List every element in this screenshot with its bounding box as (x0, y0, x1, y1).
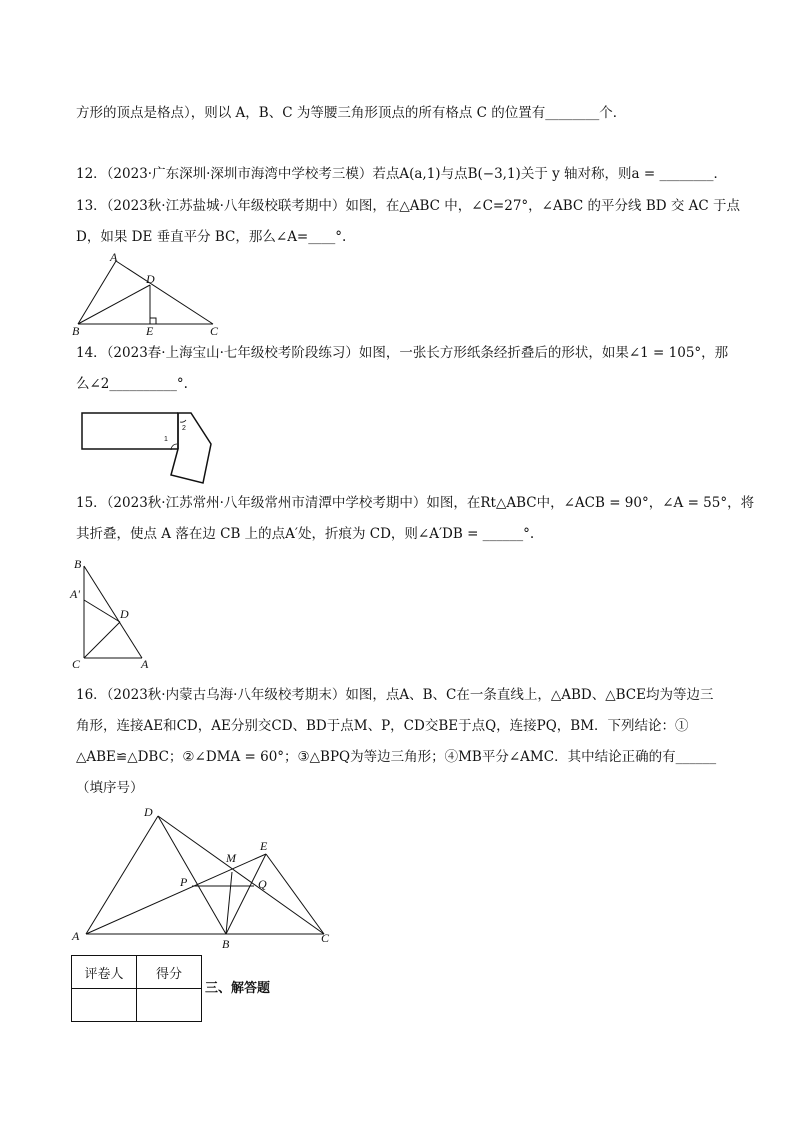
q13-label-e: E (146, 324, 154, 336)
q16-label-d: D (144, 805, 153, 819)
q14-line1: 14．（2023春·上海宝山·七年级校考阶段练习）如图，一张长方形纸条经折叠后的形状，如果∠1 = 105°，那 (76, 345, 729, 361)
q16-line1: 16．（2023秋·内蒙古乌海·八年级校考期末）如图，点A、B、C在一条直线上，△ABD、△BCE均为等边三 (76, 687, 714, 703)
q15-triangle-figure (68, 552, 168, 670)
q15-label-d: D (120, 607, 129, 621)
grader-header: 评卷人 (72, 956, 137, 989)
q15-label-b: B (74, 557, 82, 571)
score-header: 得分 (137, 956, 202, 989)
q12-text: 12．（2023·广东深圳·深圳市海湾中学校考三模）若点A(a,1)与点B(−3,1)关于 y 轴对称，则a = ________． (76, 166, 727, 182)
q16-label-q: Q (258, 877, 267, 891)
q16-label-b: B (222, 937, 230, 951)
q14-angle-1-label: 1 (164, 436, 168, 443)
q16-line2: 角形，连接AE和CD，AE分别交CD、BD于点M、P，CD交BE于点Q，连接PQ，BM．下列结论：① (76, 718, 689, 734)
q15-label-a-prime: A' (70, 587, 80, 601)
q16-label-m: M (226, 851, 236, 865)
q16-label-e: E (260, 839, 268, 853)
q14-folded-strip-figure (78, 408, 218, 484)
q15-label-a: A (141, 657, 149, 670)
q16-line4: （填序号） (76, 780, 144, 796)
grader-table (71, 955, 202, 1022)
q14-angle-2-label: 2 (182, 425, 186, 432)
score-cell[interactable] (137, 989, 202, 1022)
q13-line2: D，如果 DE 垂直平分 BC，那么∠A=____°. (76, 229, 347, 245)
q16-label-a: A (72, 929, 80, 943)
q16-label-c: C (321, 931, 330, 945)
q16-line3: △ABE≌△DBC；②∠DMA = 60°；③△BPQ为等边三角形；④MB平分∠AMC．其中结论正确的有______ (76, 749, 717, 765)
q13-label-d: D (146, 272, 155, 286)
section-title: 三、解答题 (205, 980, 271, 995)
q13-label-a: A (110, 252, 118, 264)
q16-label-p: P (180, 875, 188, 889)
q14-line2: 么∠2__________°. (76, 376, 188, 392)
q13-label-b: B (72, 324, 80, 336)
q11-tail-text: 方形的顶点是格点），则以 A，B、C 为等腰三角形顶点的所有格点 C 的位置有________个． (76, 105, 627, 121)
grader-cell[interactable] (72, 989, 137, 1022)
q15-line1: 15．（2023秋·江苏常州·八年级常州市清潭中学校考期中）如图，在Rt△ABC中，∠ACB = 90°，∠A = 55°，将 (76, 495, 755, 511)
q13-line1: 13．（2023秋·江苏盐城·八年级校联考期中）如图，在△ABC 中，∠C=27°，∠ABC 的平分线 BD 交 AC 于点 (76, 198, 741, 214)
q15-label-c: C (72, 657, 81, 670)
q15-line2: 其折叠，使点 A 落在边 CB 上的点A′处，折痕为 CD，则∠A′DB = ______°. (76, 526, 535, 542)
q13-label-c: C (210, 324, 219, 336)
q13-triangle-figure (68, 252, 228, 336)
q16-equilateral-figure (68, 800, 343, 952)
